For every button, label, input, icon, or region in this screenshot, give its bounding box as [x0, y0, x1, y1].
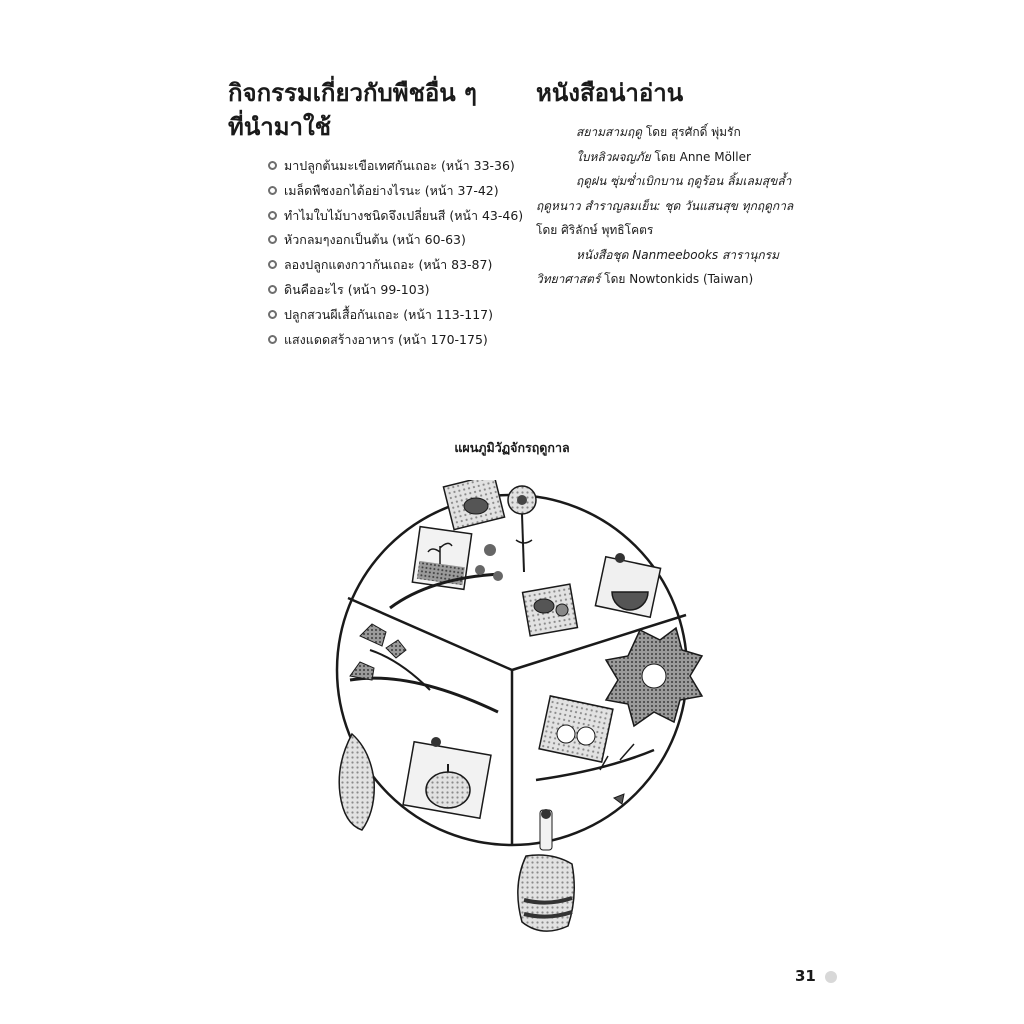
snowflake-icon — [606, 628, 702, 726]
page-number: 31 — [795, 967, 816, 985]
activity-item[interactable] — [268, 179, 528, 204]
books-list — [536, 120, 826, 292]
book-title: ฤดูฝน ซุ่มซ่ำเบิกบาน ฤดูร้อน ลิ้มเลมสุขล้ำ — [576, 174, 792, 188]
oak-leaf-icon — [339, 734, 374, 830]
diagram-caption: แผนภูมิวัฏจักรฤดูกาล — [454, 440, 570, 455]
book-line — [536, 194, 826, 219]
activity-item[interactable] — [268, 204, 528, 229]
snowman-card-icon — [539, 696, 613, 762]
activity-item[interactable] — [268, 253, 528, 278]
book-line — [536, 267, 826, 292]
activity-label: หัวกลมๆงอกเป็นต้น (หน้า 60-63) — [284, 232, 466, 248]
book-title: ใบหลิวผจญภัย — [576, 149, 651, 164]
book-title: วิทยาศาสตร์ — [536, 272, 601, 286]
bullet-icon — [268, 235, 277, 244]
bullet-icon — [268, 260, 277, 269]
pumpkin-seeds-card-icon — [523, 584, 578, 636]
mitten-icon — [518, 809, 574, 931]
activity-item[interactable] — [268, 328, 528, 353]
book-line — [536, 243, 826, 268]
activity-label: ทำไมใบไม้บางชนิดจึงเปลี่ยนสี (หน้า 43-46) — [284, 207, 524, 223]
book-line — [536, 218, 826, 243]
activity-label: เมล็ดพืชงอกได้อย่างไรนะ (หน้า 37-42) — [284, 182, 499, 198]
book-author: โดย Nowtonkids (Taiwan) — [600, 272, 754, 286]
activity-item[interactable] — [268, 278, 528, 303]
activities-title-line1: กิจกรรมเกี่ยวกับพืชอื่น ๆ — [228, 79, 477, 107]
tomato-card-icon — [443, 480, 504, 530]
book-author: โดย Anne Möller — [650, 149, 751, 164]
book-title: สยามสามฤดู — [576, 125, 643, 139]
book-title: ฤดูหนาว สำราญลมเย็น: ชุด วันแสนสุข ทุกฤดูกาล — [536, 198, 794, 213]
bullet-icon — [268, 186, 277, 195]
book-title: หนังสือชุด Nanmeebooks สารานุกรม — [576, 247, 780, 262]
book-author: โดย สุรศักดิ์ พุ่มรัก — [642, 125, 741, 139]
seedling-card-icon — [412, 527, 471, 590]
bullet-icon — [268, 285, 277, 294]
books-section — [536, 76, 826, 292]
activity-item[interactable] — [268, 303, 528, 328]
book-line — [536, 169, 826, 194]
pumpkin-card-icon — [403, 737, 491, 818]
activities-section — [228, 76, 528, 352]
flower-bouquet-icon — [508, 486, 536, 572]
book-line — [536, 120, 826, 145]
books-title: หนังสือน่าอ่าน — [536, 79, 684, 107]
bullet-icon — [268, 310, 277, 319]
activities-title-line2: ที่นำมาใช้ — [228, 113, 332, 141]
activity-label: มาปลูกต้นมะเขือเทศกันเถอะ (หน้า 33-36) — [284, 158, 515, 173]
book-line — [536, 145, 826, 170]
page-dot-icon — [825, 971, 837, 983]
activity-label: ปลูกสวนผีเสื้อกันเถอะ (หน้า 113-117) — [284, 306, 493, 322]
activity-label: ลองปลูกแตงกวากันเถอะ (หน้า 83-87) — [284, 257, 493, 273]
activity-item[interactable] — [268, 154, 528, 179]
book-author: โดย ศิริลักษ์ พุทธิโคตร — [536, 223, 654, 237]
activity-item[interactable] — [268, 228, 528, 253]
activities-title — [228, 76, 528, 144]
bullet-icon — [268, 161, 277, 170]
bullet-icon — [268, 335, 277, 344]
activities-list — [228, 154, 528, 352]
bullet-icon — [268, 211, 277, 220]
season-cycle-diagram — [330, 480, 730, 940]
autumn-branch-icon — [350, 624, 498, 712]
activity-label: แสงแดดสร้างอาหาร (หน้า 170-175) — [284, 331, 488, 347]
activity-label: ดินคืออะไร (หน้า 99-103) — [284, 281, 430, 297]
